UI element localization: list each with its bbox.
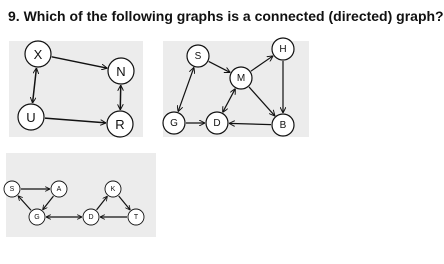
node-label: N: [116, 64, 126, 79]
question-number: 9.: [8, 8, 20, 24]
edge-m-d: [223, 89, 236, 113]
node-label: R: [115, 117, 125, 132]
node-m: [230, 67, 252, 89]
graph-option-2[interactable]: [163, 41, 309, 137]
graph-3-canvas: [6, 153, 156, 237]
node-label: D: [88, 214, 94, 221]
graph-1-canvas: [9, 41, 143, 137]
node-label: A: [56, 186, 62, 193]
node-label: T: [133, 214, 139, 221]
node-label: B: [279, 120, 287, 131]
graph-1-edges: [33, 57, 121, 123]
edge-g-s: [18, 196, 31, 211]
node-r: [107, 111, 133, 137]
question-text: [8, 8, 444, 24]
node-g: [29, 209, 45, 225]
edge-a-g: [43, 196, 54, 210]
graph-2-canvas: [163, 41, 309, 137]
node-label: G: [34, 214, 40, 221]
node-label: X: [33, 47, 43, 62]
node-x: [25, 41, 51, 67]
node-label: H: [279, 44, 287, 55]
edge-b-d: [229, 123, 271, 124]
node-a: [51, 181, 67, 197]
edge-u-r: [45, 118, 106, 123]
node-label: D: [213, 118, 221, 129]
edge-s-g: [178, 67, 194, 111]
graph-option-1[interactable]: [9, 41, 143, 137]
edge-m-h: [251, 56, 273, 71]
node-s: [4, 181, 20, 197]
node-label: S: [9, 186, 15, 193]
edge-s-m: [209, 61, 231, 72]
edge-x-n: [52, 57, 108, 68]
graph-1-nodes: [18, 41, 134, 137]
edge-k-t: [119, 196, 131, 210]
node-s: [187, 45, 209, 67]
node-b: [272, 114, 294, 136]
graph-option-3[interactable]: [6, 153, 156, 237]
node-label: U: [26, 110, 36, 125]
graph-2-nodes: [163, 38, 294, 136]
edge-m-b: [249, 87, 275, 116]
node-h: [272, 38, 294, 60]
node-d: [206, 112, 228, 134]
node-label: M: [236, 73, 246, 84]
node-n: [108, 58, 134, 84]
node-label: G: [170, 118, 178, 129]
edge-d-k: [97, 196, 108, 210]
node-label: K: [110, 186, 116, 193]
node-g: [163, 112, 185, 134]
node-label: S: [194, 51, 202, 62]
node-d: [83, 209, 99, 225]
question-body: Which of the following graphs is a connected (directed) graph?: [23, 8, 444, 24]
node-t: [128, 209, 144, 225]
node-k: [105, 181, 121, 197]
edge-x-u: [33, 68, 37, 103]
node-u: [18, 104, 44, 130]
